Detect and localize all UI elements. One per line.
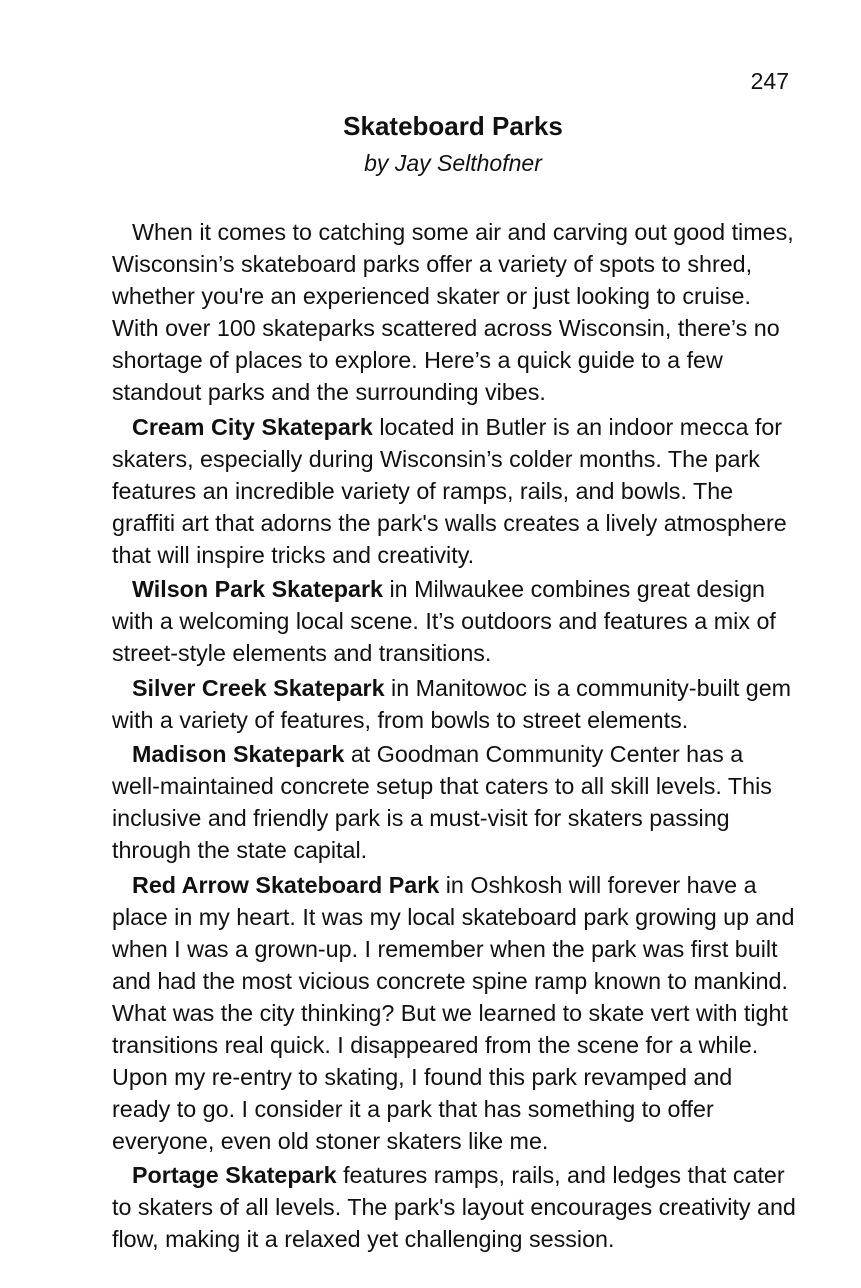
intro-paragraph — [112, 216, 797, 408]
byline: by Jay Selthofner — [364, 150, 542, 176]
park-paragraph-madison — [112, 738, 797, 866]
paragraph-text: in Oshkosh will forever have a place in my heart. It was my local skateboard park growing up and when I was a grown-up. I remember when the park was first built and had the most vicious concrete spine ramp known to mankind. What was the city thinking? But we learned to skate vert with tight transitions real quick. I disappeared from the scene for a while. Upon my re-entry to skating, I found this park revamped and ready to go. I consider it a park that has something to offer everyone, even old stoner skaters like me. — [112, 871, 795, 1154]
paragraph-text: features ramps, rails, and ledges that cater to skaters of all levels. The park's layout encourages creativity and flow, making it a relaxed yet challenging session. — [112, 1162, 796, 1252]
park-paragraph-portage — [112, 1159, 797, 1255]
paragraph-text: at Goodman Community Center has a well-maintained concrete setup that caters to all skill levels. This inclusive and friendly park is a must-visit for skaters passing through the state capital. — [112, 741, 772, 863]
park-paragraph-red-arrow — [112, 869, 797, 1157]
page-number: 247 — [750, 68, 789, 94]
park-name: Wilson Park Skatepark — [132, 576, 383, 602]
page-title: Skateboard Parks — [343, 111, 563, 141]
park-name: Silver Creek Skatepark — [132, 674, 385, 701]
paragraph-text: located in Butler is an indoor mecca for skaters, especially during Wisconsin’s colder months. The park features an incredible variety of ramps, rails, and bowls. The graffiti art that adorns the park's walls creates a lively atmosphere that will inspire tricks and creativity. — [112, 413, 787, 568]
paragraph-text: in Manitowoc is a community-built gem with a variety of features, from bowls to street elements. — [112, 674, 792, 733]
park-name: Red Arrow Skateboard Park — [132, 871, 440, 898]
park-name: Cream City Skatepark — [132, 413, 373, 440]
park-paragraph-silver-creek — [112, 672, 797, 736]
park-paragraph-wilson-park — [112, 573, 797, 669]
park-paragraph-cream-city — [112, 411, 797, 571]
park-name: Madison Skatepark — [132, 741, 345, 767]
park-name: Portage Skatepark — [132, 1162, 337, 1188]
paragraph-text: in Milwaukee combines great design with a welcoming local scene. It’s outdoors and features a mix of street-style elements and transitions. — [112, 576, 776, 666]
article-body — [112, 216, 797, 1258]
paragraph-text: When it comes to catching some air and carving out good times, Wisconsin’s skateboard parks offer a variety of spots to shred, whether you're an experienced skater or just looking to cruise. With over 100 skateparks scattered across Wisconsin, there’s no shortage of places to explore. Here’s a quick guide to a few standout parks and the surrounding vibes. — [112, 219, 794, 405]
